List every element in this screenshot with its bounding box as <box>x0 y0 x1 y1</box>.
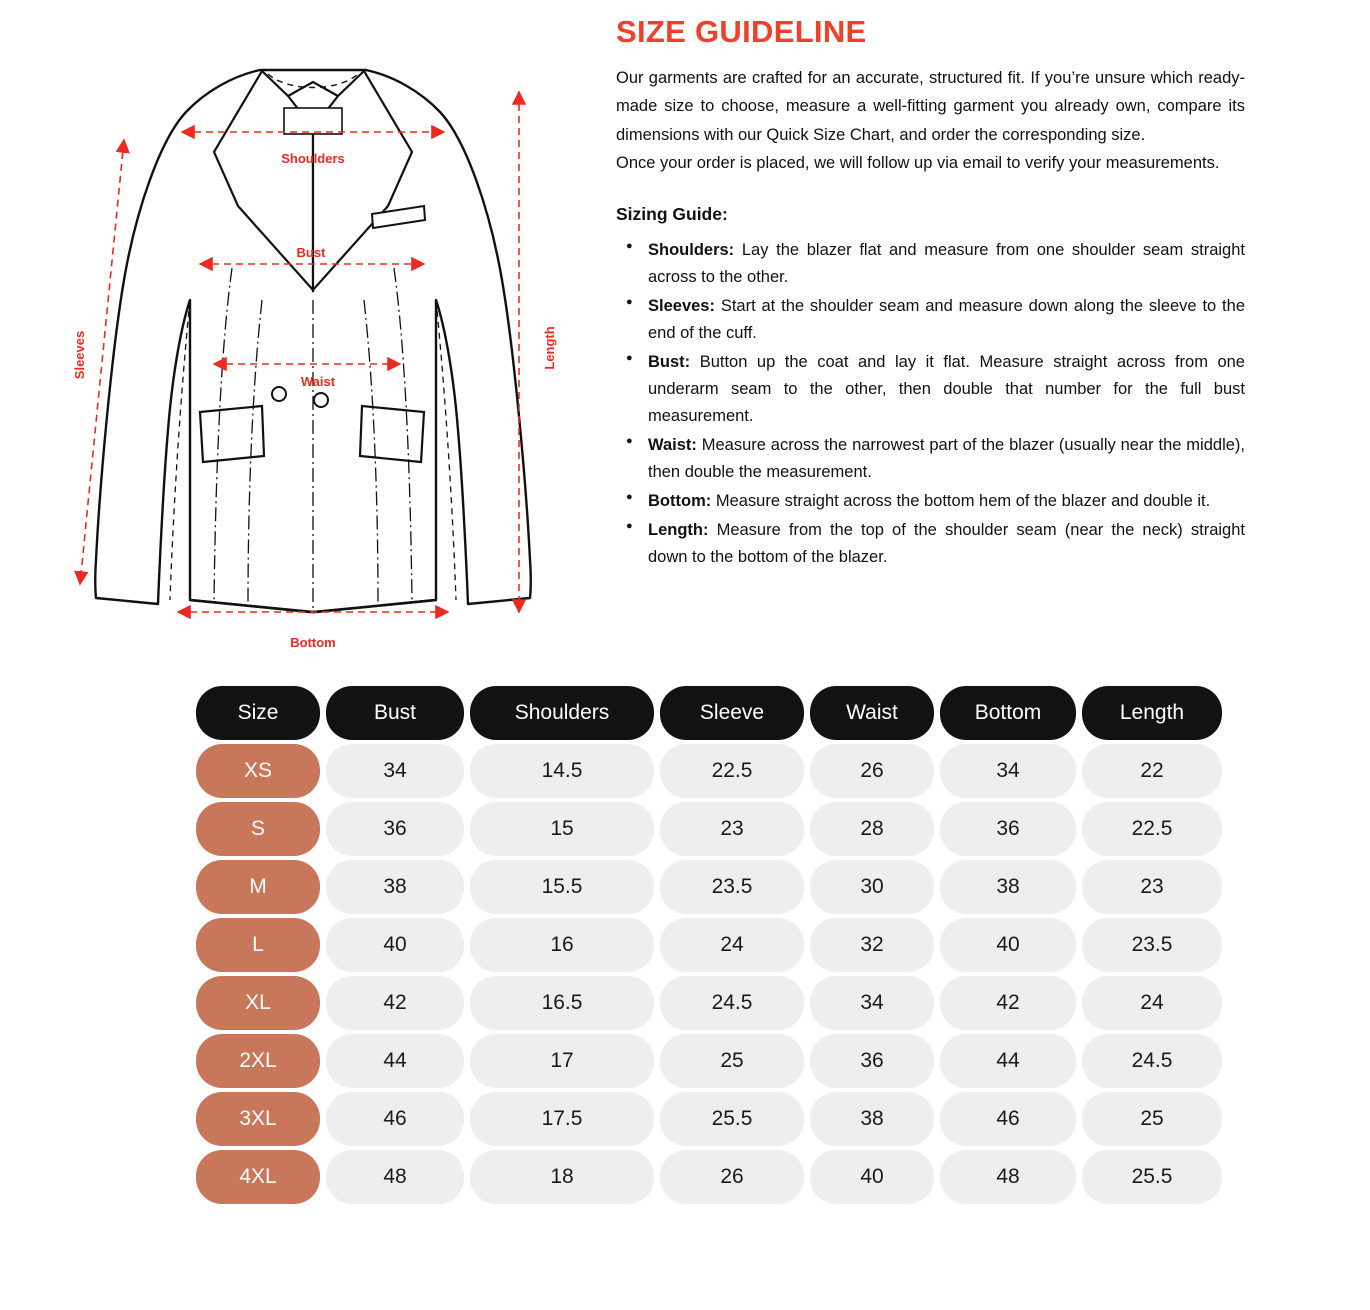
list-item-text: Measure across the narrowest part of the blazer (usually near the middle), then double the measurement. <box>648 435 1245 481</box>
size-label: 3XL <box>196 1092 320 1146</box>
size-label: XS <box>196 744 320 798</box>
blazer-illustration <box>0 0 600 670</box>
cell-sleeve: 24.5 <box>660 976 804 1030</box>
cell-length: 22 <box>1082 744 1222 798</box>
cell-bust: 46 <box>326 1092 464 1146</box>
cell-sleeve: 24 <box>660 918 804 972</box>
cell-shoulders: 17 <box>470 1034 654 1088</box>
size-label: XL <box>196 976 320 1030</box>
cell-waist: 36 <box>810 1034 934 1088</box>
label-bust: Bust <box>296 245 326 260</box>
cell-length: 25.5 <box>1082 1150 1222 1204</box>
column-header-size: Size <box>196 686 320 740</box>
table-row <box>196 918 1222 972</box>
label-bottom: Bottom <box>290 635 336 650</box>
cell-bottom: 42 <box>940 976 1076 1030</box>
cell-sleeve: 23 <box>660 802 804 856</box>
list-item-term: Shoulders: <box>648 240 735 259</box>
cell-bust: 36 <box>326 802 464 856</box>
list-item <box>638 349 1245 430</box>
label-sleeves: Sleeves <box>72 330 87 380</box>
table-row <box>196 744 1222 798</box>
list-item <box>638 237 1245 291</box>
cell-shoulders: 15 <box>470 802 654 856</box>
size-guideline-panel <box>600 0 1370 670</box>
column-header-bottom: Bottom <box>940 686 1076 740</box>
size-chart-section <box>0 670 1370 1208</box>
page-title: SIZE GUIDELINE <box>616 14 867 49</box>
table-row <box>196 1150 1222 1204</box>
column-header-bust: Bust <box>326 686 464 740</box>
cell-bottom: 38 <box>940 860 1076 914</box>
cell-bust: 34 <box>326 744 464 798</box>
cell-waist: 40 <box>810 1150 934 1204</box>
cell-waist: 38 <box>810 1092 934 1146</box>
cell-bottom: 46 <box>940 1092 1076 1146</box>
list-item-term: Waist: <box>648 435 697 454</box>
cell-bust: 38 <box>326 860 464 914</box>
cell-sleeve: 25.5 <box>660 1092 804 1146</box>
size-label: 2XL <box>196 1034 320 1088</box>
list-item-term: Length: <box>648 520 709 539</box>
list-item-term: Bust: <box>648 352 691 371</box>
table-row <box>196 1034 1222 1088</box>
table-row <box>196 860 1222 914</box>
list-item <box>638 432 1245 486</box>
cell-bottom: 48 <box>940 1150 1076 1204</box>
cell-shoulders: 16.5 <box>470 976 654 1030</box>
cell-bottom: 40 <box>940 918 1076 972</box>
intro-paragraph-1: Our garments are crafted for an accurate, structured fit. If you’re unsure which ready-made size to choose, measure a well-fitting garment you already own, compare its dimensions with our Quick Size Chart, and order the corresponding size. <box>616 69 1245 144</box>
cell-sleeve: 26 <box>660 1150 804 1204</box>
cell-length: 24.5 <box>1082 1034 1222 1088</box>
list-item-text: Start at the shoulder seam and measure down along the sleeve to the end of the cuff. <box>648 296 1245 342</box>
cell-shoulders: 15.5 <box>470 860 654 914</box>
button-left <box>272 387 286 401</box>
left-pocket <box>200 406 264 462</box>
cell-shoulders: 17.5 <box>470 1092 654 1146</box>
cell-bust: 42 <box>326 976 464 1030</box>
list-item <box>638 517 1245 571</box>
column-header-waist: Waist <box>810 686 934 740</box>
size-label: M <box>196 860 320 914</box>
cell-length: 25 <box>1082 1092 1222 1146</box>
label-shoulders: Shoulders <box>281 151 345 166</box>
cell-shoulders: 14.5 <box>470 744 654 798</box>
list-item <box>638 488 1245 515</box>
size-label: L <box>196 918 320 972</box>
list-item-text: Measure from the top of the shoulder seam (near the neck) straight down to the bottom of the blazer. <box>648 520 1245 567</box>
size-label: 4XL <box>196 1150 320 1204</box>
cell-waist: 28 <box>810 802 934 856</box>
table-row <box>196 802 1222 856</box>
cell-sleeve: 25 <box>660 1034 804 1088</box>
button-right <box>314 393 328 407</box>
list-item-text: Lay the blazer flat and measure from one shoulder seam straight across to the other. <box>648 240 1245 286</box>
cell-bottom: 34 <box>940 744 1076 798</box>
label-waist: Waist <box>300 374 336 389</box>
cell-length: 22.5 <box>1082 802 1222 856</box>
column-header-length: Length <box>1082 686 1222 740</box>
table-header-row <box>196 686 1222 740</box>
cell-waist: 26 <box>810 744 934 798</box>
list-item-text: Measure straight across the bottom hem of the blazer and double it. <box>711 491 1211 510</box>
sizing-guide-list <box>616 237 1245 572</box>
cell-sleeve: 23.5 <box>660 860 804 914</box>
cell-bust: 40 <box>326 918 464 972</box>
cell-waist: 34 <box>810 976 934 1030</box>
list-item-text: Button up the coat and lay it flat. Measure straight across from one underarm seam to the other, then double that number for the full bust measurement. <box>648 352 1245 425</box>
size-chart-table <box>190 682 1228 1208</box>
cell-bust: 44 <box>326 1034 464 1088</box>
cell-shoulders: 18 <box>470 1150 654 1204</box>
cell-bottom: 36 <box>940 802 1076 856</box>
cell-waist: 30 <box>810 860 934 914</box>
cell-length: 23 <box>1082 860 1222 914</box>
column-header-sleeve: Sleeve <box>660 686 804 740</box>
table-row <box>196 1092 1222 1146</box>
list-item-term: Sleeves: <box>648 296 715 315</box>
label-length: Length <box>542 326 557 370</box>
cell-sleeve: 22.5 <box>660 744 804 798</box>
column-header-shoulders: Shoulders <box>470 686 654 740</box>
cell-bust: 48 <box>326 1150 464 1204</box>
cell-shoulders: 16 <box>470 918 654 972</box>
sizing-guide-heading: Sizing Guide: <box>616 203 728 224</box>
right-pocket <box>360 406 424 462</box>
list-item-term: Bottom: <box>648 491 712 510</box>
intro-text <box>616 64 1245 178</box>
cell-length: 23.5 <box>1082 918 1222 972</box>
cell-waist: 32 <box>810 918 934 972</box>
intro-paragraph-2: Once your order is placed, we will follow up via email to verify your measurements. <box>616 154 1220 173</box>
table-row <box>196 976 1222 1030</box>
blazer-diagram-svg <box>0 0 600 670</box>
collar-tag <box>284 108 342 134</box>
size-label: S <box>196 802 320 856</box>
cell-bottom: 44 <box>940 1034 1076 1088</box>
cell-length: 24 <box>1082 976 1222 1030</box>
list-item <box>638 293 1245 347</box>
